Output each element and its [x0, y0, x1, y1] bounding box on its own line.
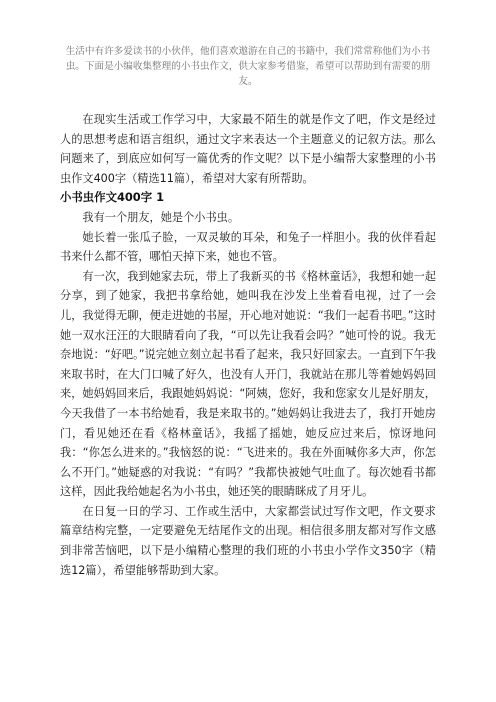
paragraph: 我有一个朋友，她是个小书虫。 [82, 210, 240, 224]
section-heading: 小书虫作文400字 1 [60, 190, 165, 205]
paragraph: 在日复一日的学习、工作或生活中，大家都尝试过写作文吧，作文要求篇章结构完整，一定要避免无结尾作文的出现。相信很多朋友都对写作文感到非常苦恼吧，以下是小编精心整理的我们班的小书虫小学作文350字（精选12篇），希望能够帮助到大家。 [60, 504, 436, 577]
summary-text: 生活中有许多爱读书的小伙伴，他们喜欢遨游在自己的书籍中，我们常常称他们为小书虫。下面是小编收集整理的小书虫作文，供大家参考借鉴，希望可以帮助到有需要的朋友。 [65, 46, 431, 87]
paragraph: 有一次，我到她家去玩，带上了我新买的书《格林童话》，我想和她一起分享，到了她家，我把书拿给她，她叫我在沙发上坐着看电视，过了一会儿，我觉得无聊，便走进她的书屋，开心地对她说：“我们一起看书吧。”这时她一双水汪汪的大眼睛看向了我，“可以先让我看会吗？”她可怜的说。我无奈地说：“好吧。”说完她立刻立起书看了起来，我只好回家去。一直到下午我来取书时，在大门口喊了好久，也没有人开门，我就站在那儿等着她妈妈回来，她妈妈回来后，我跟她妈妈说：“阿姨，您好，我和您家女儿是好朋友，今天我借了一本书给她看，我是来取书的。”她妈妈让我进去了，我打开她房门，看见她还在看《格林童话》，我摇了摇她，她反应过来后，惊讶地问我：“你怎么进来的。”我恼怒的说：“飞进来的。我在外面喊你多大声，你怎么不开门。”她疑惑的对我说：“有吗？”我都快被她气吐血了。每次她看书都这样，因此我给她起名为小书虫，她还笑的眼睛眯成了月牙儿。 [60, 269, 436, 499]
article-body [60, 110, 436, 580]
intro-paragraph: 在现实生活或工作学习中，大家最不陌生的就是作文了吧，作文是经过人的思想考虑和语言组织，通过文字来表达一个主题意义的记叙方法。那么问题来了，到底应如何写一篇优秀的作文呢？以下是小编帮大家整理的小书虫作文400字（精选11篇），希望对大家有所帮助。 [60, 113, 436, 185]
paragraph: 她长着一张瓜子脸，一双灵敏的耳朵，和兔子一样胆小。我的伙伴看起书来什么都不管，哪怕天掉下来，她也不管。 [60, 230, 436, 264]
